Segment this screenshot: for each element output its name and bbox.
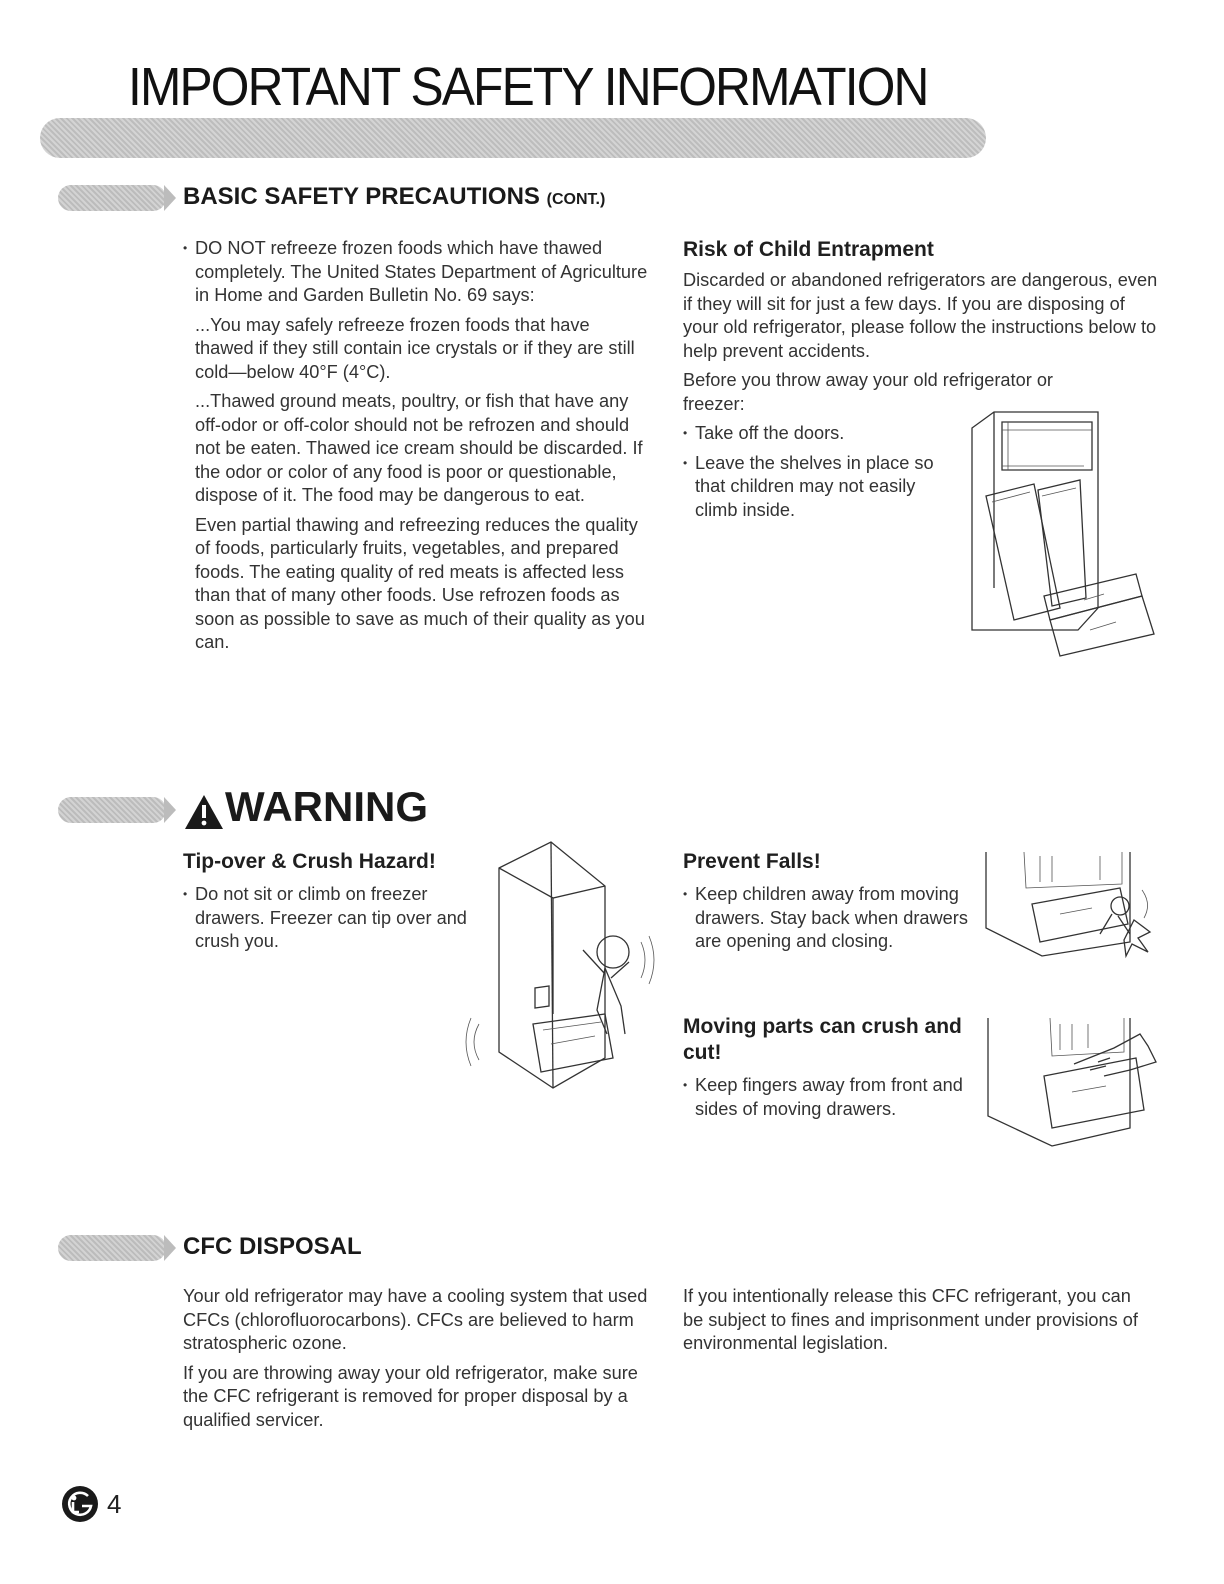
entrapment-bullet-doors: • Take off the doors. bbox=[683, 422, 965, 446]
tipover-bullet: • Do not sit or climb on freezer drawers. Freezer can tip over and crush you. bbox=[183, 883, 473, 954]
prevent-falls-heading: Prevent Falls! bbox=[683, 850, 821, 873]
warning-triangle-icon bbox=[183, 793, 225, 831]
partial-thawing-paragraph: Even partial thawing and refreezing reduces the quality of foods, particularly fruits, vegetables, and prepared foods. The eating quality of red meats is affected less than that of many other foods. Use refrozen foods as soon as possible to save as much of their quality as you can. bbox=[195, 514, 645, 652]
child-near-drawer-illustration bbox=[980, 848, 1160, 963]
section-marker bbox=[58, 185, 166, 211]
warning-heading-text: WARNING bbox=[225, 783, 428, 830]
hand-in-drawer-illustration bbox=[980, 1014, 1160, 1154]
cfc-disposal-heading: CFC DISPOSAL bbox=[183, 1233, 362, 1260]
moving-parts-section bbox=[683, 1014, 973, 1127]
warning-heading bbox=[183, 783, 428, 831]
tipover-heading: Tip-over & Crush Hazard! bbox=[183, 850, 436, 873]
basic-safety-heading-suffix: (CONT.) bbox=[546, 191, 606, 208]
basic-safety-heading bbox=[183, 183, 605, 211]
cfc-right-column bbox=[683, 1285, 1153, 1362]
child-entrapment-heading: Risk of Child Entrapment bbox=[683, 238, 934, 261]
entrapment-bullet-shelves: • Leave the shelves in place so that children may not easily climb inside. bbox=[683, 452, 957, 523]
entrapment-paragraph-2: Before you throw away your old refrigerator or freezer: bbox=[683, 370, 1053, 414]
fridge-doors-removed-illustration bbox=[968, 408, 1158, 660]
refreeze-bullet: • DO NOT refreeze frozen foods which have thawed completely. The United States Department of Agriculture in Home and Garden Bulletin No. 69 says: bbox=[183, 237, 653, 308]
page-title: IMPORTANT SAFETY INFORMATION bbox=[128, 57, 928, 117]
title-underline-bar bbox=[40, 118, 986, 158]
entrapment-paragraph-1: Discarded or abandoned refrigerators are dangerous, even if they will sit for just a few days. If you are disposing of your old refrigerator, please follow the instructions below to help prevent accidents. bbox=[683, 270, 1158, 361]
moving-parts-heading: Moving parts can crush and cut! bbox=[683, 1015, 962, 1064]
cfc-paragraph-1: Your old refrigerator may have a cooling system that used CFCs (chlorofluorocarbons). CFCs are believed to harm stratospheric ozone. bbox=[183, 1286, 648, 1353]
section-marker bbox=[58, 1235, 166, 1261]
basic-safety-body bbox=[183, 237, 653, 661]
cfc-paragraph-3: If you intentionally release this CFC refrigerant, you can be subject to fines and imprisonment under provisions of environmental legislation. bbox=[683, 1286, 1138, 1353]
section-marker bbox=[58, 797, 166, 823]
moving-parts-bullet: • Keep fingers away from front and sides of moving drawers. bbox=[683, 1074, 973, 1121]
basic-safety-heading-text: BASIC SAFETY PRECAUTIONS bbox=[183, 183, 540, 210]
cfc-paragraph-2: If you are throwing away your old refrigerator, make sure the CFC refrigerant is removed for proper disposal by a qualified servicer. bbox=[183, 1362, 638, 1430]
tipover-section bbox=[183, 849, 473, 960]
lg-logo-icon bbox=[60, 1484, 100, 1524]
cfc-left-column bbox=[183, 1285, 653, 1438]
page-number: 4 bbox=[107, 1489, 122, 1519]
prevent-falls-bullet: • Keep children away from moving drawers. Stay back when drawers are opening and closing. bbox=[683, 883, 973, 954]
prevent-falls-section bbox=[683, 849, 973, 960]
usda-quote-1: ...You may safely refreeze frozen foods that have thawed if they still contain ice crystals or if they are still cold—below 40°F (4°C). bbox=[195, 314, 635, 382]
usda-quote-2: ...Thawed ground meats, poultry, or fish that have any off-odor or off-color should not be refrozen and should not be eaten. Thawed ice cream should be discarded. If the odor or color of any food is poor or questionable, dispose of it. The food may be dangerous to eat. bbox=[195, 391, 643, 505]
child-climbing-fridge-illustration bbox=[455, 838, 665, 1100]
